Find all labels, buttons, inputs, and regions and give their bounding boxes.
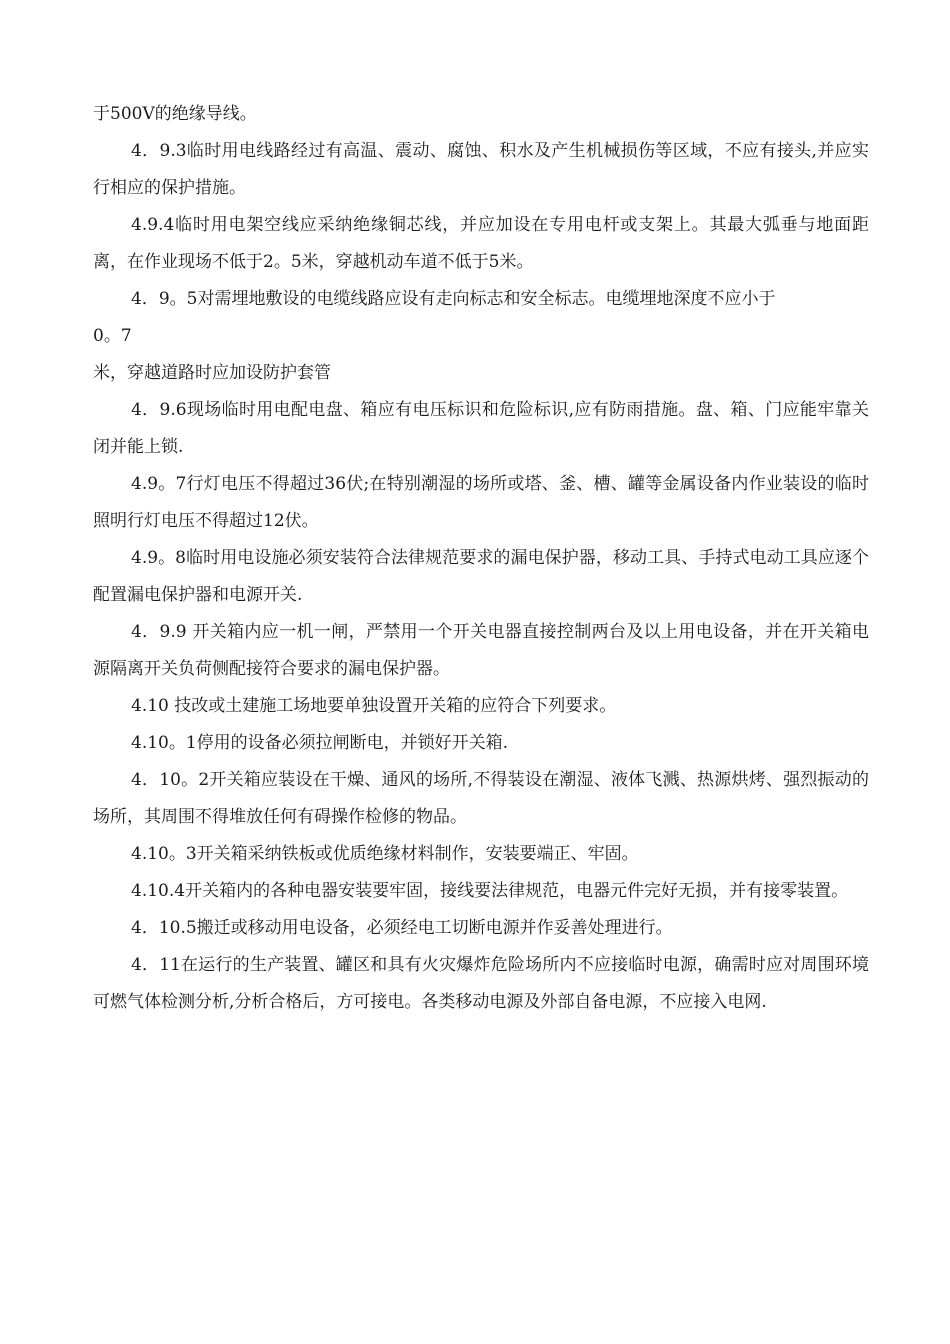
paragraph-4-10-4: 4.10.4开关箱内的各种电器安装要牢固，接线要法律规范，电器元件完好无损，并有接零装置。 bbox=[131, 881, 849, 901]
paragraph-4-10-1: 4.10。1停用的设备必须拉闸断电，并锁好开关箱. bbox=[131, 733, 509, 753]
paragraph-4-10: 4.10 技改或土建施工场地要单独设置开关箱的应符合下列要求。 bbox=[131, 696, 617, 716]
paragraph-4-9-8: 4.9。8临时用电设施必须安装符合法律规范要求的漏电保护器，移动工具、手持式电动工具应逐个配置漏电保护器和电源开关. bbox=[93, 548, 869, 605]
paragraph-4-10-2: 4．10。2开关箱应装设在干燥、通风的场所,不得装设在潮湿、液体飞溅、热源烘烤、强烈振动的场所，其周围不得堆放任何有碍操作检修的物品。 bbox=[93, 770, 869, 827]
paragraph-4-9-6: 4．9.6现场临时用电配电盘、箱应有电压标识和危险标识,应有防雨措施。盘、箱、门应能牢靠关闭并能上锁. bbox=[93, 400, 869, 457]
paragraph-4-9-5: 4．9。5对需埋地敷设的电缆线路应设有走向标志和安全标志。电缆埋地深度不应小于 bbox=[131, 289, 776, 309]
paragraph-4-10-5: 4．10.5搬迁或移动用电设备，必须经电工切断电源并作妥善处理进行。 bbox=[131, 918, 673, 938]
paragraph-4-9-3: 4．9.3临时用电线路经过有高温、震动、腐蚀、积水及产生机械损伤等区域，不应有接头,并应实行相应的保护措施。 bbox=[93, 141, 869, 198]
paragraph-4-9-5-depth: 0。7 bbox=[93, 326, 132, 346]
paragraph-0: 于500V的绝缘导线。 bbox=[93, 104, 257, 124]
paragraph-4-9-4: 4.9.4临时用电架空线应采纳绝缘铜芯线，并应加设在专用电杆或支架上。其最大弧垂与地面距离，在作业现场不低于2。5米，穿越机动车道不低于5米。 bbox=[93, 215, 869, 272]
paragraph-4-10-3: 4.10。3开关箱采纳铁板或优质绝缘材料制作，安装要端正、牢固。 bbox=[131, 844, 639, 864]
paragraph-4-9-7: 4.9。7行灯电压不得超过36伏;在特别潮湿的场所或塔、釜、槽、罐等金属设备内作业装设的临时照明行灯电压不得超过12伏。 bbox=[93, 474, 869, 531]
document-body bbox=[93, 96, 869, 1021]
paragraph-4-9-5-tail: 米，穿越道路时应加设防护套管 bbox=[93, 363, 331, 383]
paragraph-4-11: 4．11在运行的生产装置、罐区和具有火灾爆炸危险场所内不应接临时电源，确需时应对周围环境可燃气体检测分析,分析合格后，方可接电。各类移动电源及外部自备电源，不应接入电网. bbox=[93, 955, 869, 1012]
paragraph-4-9-9: 4．9.9 开关箱内应一机一闸，严禁用一个开关电器直接控制两台及以上用电设备，并在开关箱电源隔离开关负荷侧配接符合要求的漏电保护器。 bbox=[93, 622, 869, 679]
